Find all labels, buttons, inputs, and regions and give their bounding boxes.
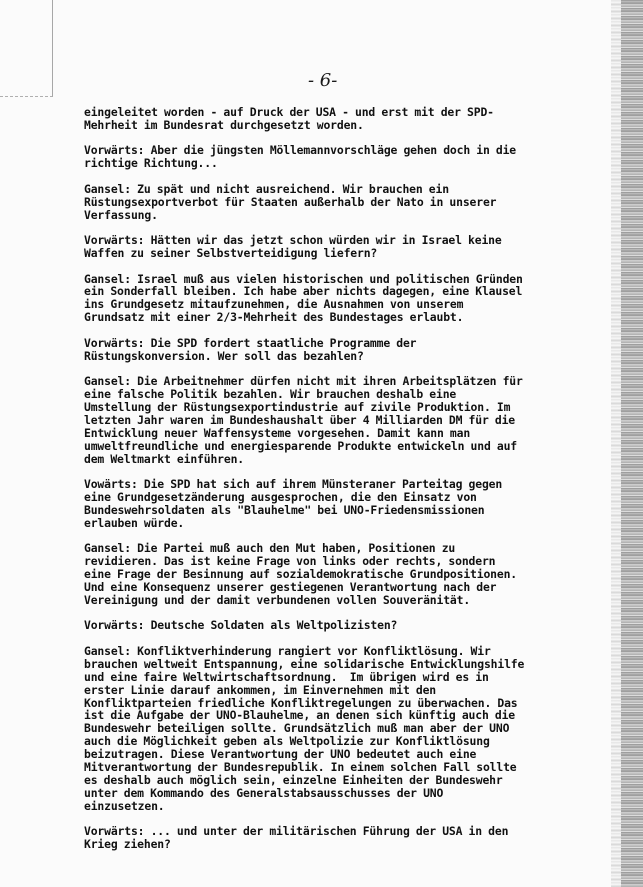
paragraph: eingeleitet worden - auf Druck der USA - und erst mit der SPD- Mehrheit im Bundesrat durchgesetzt worden. <box>84 105 494 132</box>
scan-margin-mark <box>0 0 53 97</box>
paragraph: Gansel: Zu spät und nicht ausreichend. Wir brauchen ein Rüstungsexportverbot für Staaten außerhalb der Nato in unserer Verfassung. <box>84 181 497 222</box>
paragraph: Gansel: Die Partei muß auch den Mut haben, Positionen zu revidieren. Das ist keine Frage von links oder rechts, sondern eine Frage der Besinnung auf sozialdemokratische Grundpositionen. Und eine Konsequenz unserer gestiegenen Verantwortung nach der Vereinigung und der damit verbundenen vollen Souveränität. <box>84 541 518 607</box>
paragraph: Vorwärts: Aber die jüngsten Möllemannvorschläge gehen doch in die richtige Richtung... <box>84 143 517 171</box>
paragraph: Gansel: Konfliktverhinderung rangiert vor Konfliktlösung. Wir brauchen weltweit Entspannung, eine solidarische Entwicklungshilfe und eine faire Weltwirtschaftsordnung. Im übrigen wird es in erster Linie darauf ankommen, im Einvernehmen mit den Konfliktparteien friedliche Konfliktregelungen zu überwachen. Das ist die Aufgabe der UNO-Blauhelme, an denen sich künftig auch die Bundeswehr beteiligen sollte. Grundsätzlich muß man aber der UNO auch die Möglichkeit geben als Weltpolizie zur Konfliktlösung beizutragen. Diese Verantwortung der UNO bedeutet auch eine Mitverantwortung der Bundesrepublik. In einem solchen Fall sollte es deshalb auch möglich sein, einzelne Einheiten der Bundeswehr unter dem Kommando des Generalstabsausschusses der UNO einzusetzen. <box>84 643 525 813</box>
paragraph: Gansel: Die Arbeitnehmer dürfen nicht mit ihren Arbeitsplätzen für eine falsche Politik bezahlen. Wir brauchen deshalb eine Umstellung der Rüstungsexportindustrie auf zivile Produktion. Im letzten Jahr waren im Bundeshaushalt über 4 Milliarden DM für die Entwicklung neuer Waffensysteme vorgesehen. Damit kann man umweltfreundliche und energiesparende Produkte entwickeln und auf dem Weltmarkt einführen. <box>84 374 523 466</box>
paragraph: Vorwärts: Die SPD fordert staatliche Programme der Rüstungskonversion. Wer soll das bezahlen? <box>84 335 417 363</box>
scan-edge-shadow <box>611 0 621 887</box>
scan-edge-noise <box>621 0 643 887</box>
paragraph: Vowärts: Die SPD hat sich auf ihrem Münsteraner Parteitag gegen eine Grundgesetzänderung ausgesprochen, die den Einsatz von Bundeswehrsoldaten als "Blauhelme" bei UNO-Friedensmissionen erlauben würde. <box>84 477 503 530</box>
paragraph: Vorwärts: Hätten wir das jetzt schon würden wir in Israel keine Waffen zu seiner Selbstverteidigung liefern? <box>84 233 502 261</box>
interview-text <box>84 106 568 864</box>
paragraph: Gansel: Israel muß aus vielen historischen und politischen Gründen ein Sonderfall bleiben. Ich habe aber nichts dagegen, eine Klausel ins Grundgesetz mitaufzunehmen, die Ausnahmen von unserem Grundsatz mit einer 2/3-Mehrheit des Bundestages erlaubt. <box>84 271 523 325</box>
paragraph: Vorwärts: Deutsche Soldaten als Weltpolizisten? <box>84 618 398 633</box>
page-number: - 6- <box>308 70 338 91</box>
paragraph: Vorwärts: ... und unter der militärischen Führung der USA in den Krieg ziehen? <box>84 824 509 852</box>
